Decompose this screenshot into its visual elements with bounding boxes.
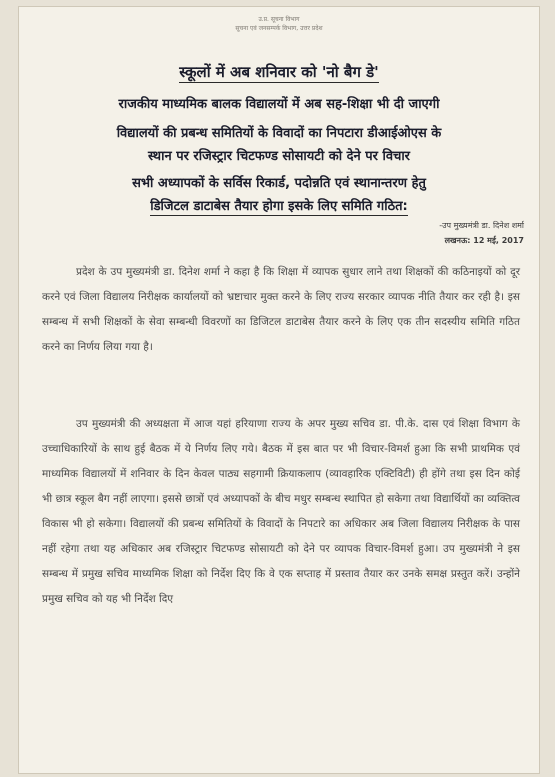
headline-1: स्कूलों में अब शनिवार को 'नो बैग डे' xyxy=(179,63,379,81)
department-line-1: उ.प्र. सूचना विभाग xyxy=(258,16,300,23)
attribution: -उप मुख्यमंत्री डा. दिनेश शर्मा xyxy=(439,221,524,230)
paragraph-2: उप मुख्यमंत्री की अध्यक्षता में आज यहां हरियाणा राज्य के अपर मुख्य सचिव डा. पी.के. दास एवं शिक्षा विभाग के उच्चाधिकारियों के साथ हुई बैठक में ये निर्णय लिए गये। बैठक में इस बात पर भी विचार-विमर्श हुआ कि सभी प्राथमिक एवं माध्यमिक विद्यालयों में शनिवार के दिन केवल पाठ्य सहगामी क्रियाकलाप (व्यावहारिक एक्टिविटी) ही होंगे तथा इस दिन कोई भी छात्र स्कूल बैग नहीं लाएगा। इससे छात्रों एवं अध्यापकों के बीच मधुर सम्बन्ध स्थापित हो सकेगा तथा विद्यार्थियों का व्यक्तित्व विकास भी हो सकेगा। विद्यालयों की प्रबन्ध समितियों के विवादों के निपटारे का अधिकार अब जिला विद्यालय निरीक्षक के पास नहीं रहेगा तथा यह अधिकार अब रजिस्ट्रार चिटफण्ड सोसायटी को देने पर व्यापक विचार-विमर्श हुआ। उप मुख्यमंत्री ने इस सम्बन्ध में प्रमुख सचिव माध्यमिक शिक्षा को निर्देश दिए कि वे एक सप्ताह में प्रस्ताव तैयार कर उनके समक्ष प्रस्तुत करें। उन्होंने प्रमुख सचिव को यह भी निर्देश दिए xyxy=(42,418,520,605)
paragraph-1: प्रदेश के उप मुख्यमंत्री डा. दिनेश शर्मा ने कहा है कि शिक्षा में व्यापक सुधार लाने तथा शिक्षकों की कठिनाइयों को दूर करने एवं जिला विद्यालय निरीक्षक कार्यालयों को भ्रष्टाचार मुक्त करने के लिए राज्य सरकार व्यापक नीति तैयार कर रही है। इस सम्बन्ध में सभी शिक्षकों के सेवा सम्बन्धी विवरणों का डिजिटल डाटाबेस तैयार करने के लिए एक तीन सदस्यीय समिति गठित करने का निर्णय लिया गया है। xyxy=(42,266,520,353)
dateline: लखनऊ: 12 मई, 2017 xyxy=(444,236,524,245)
headline-4b: डिजिटल डाटाबेस तैयार होगा इसके लिए समिति गठित: xyxy=(150,199,408,214)
headline-3a: विद्यालयों की प्रबन्ध समितियों के विवादों का निपटारा डीआईओएस के xyxy=(116,126,442,141)
headline-4a: सभी अध्यापकों के सर्विस रिकार्ड, पदोन्नति एवं स्थानान्तरण हेतु xyxy=(132,176,426,191)
press-release-page xyxy=(18,6,540,774)
headline-3b: स्थान पर रजिस्ट्रार चिटफण्ड सोसायटी को देने पर विचार xyxy=(147,149,411,164)
headline-2: राजकीय माध्यमिक बालक विद्यालयों में अब सह-शिक्षा भी दी जाएगी xyxy=(118,97,440,112)
department-line-2: सूचना एवं जनसम्पर्क विभाग, उत्तर प्रदेश xyxy=(235,25,323,32)
